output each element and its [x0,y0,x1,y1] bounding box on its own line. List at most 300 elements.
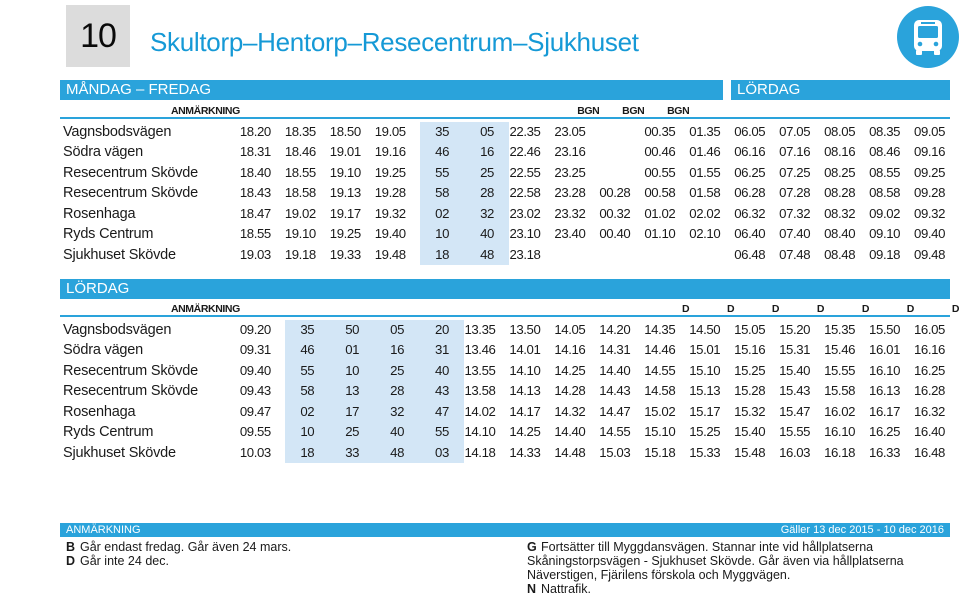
time-cell: 06.25 [734,164,766,180]
time-cell: 00.35 [644,123,676,139]
time-cell: 15.55 [779,424,811,439]
time-cell [644,245,689,266]
time-cell: 08.05 [824,123,856,139]
table-row [63,422,959,443]
time-cell: 48 [465,245,510,266]
time-cell: 14.35 [644,321,676,337]
time-cell: 16.25 [913,362,945,378]
annotation-mark [554,299,599,320]
table-row [63,183,959,204]
time-cell: 09.20 [239,321,271,337]
time-cell: 18.40 [239,164,271,180]
time-cell: 19.28 [374,185,406,200]
time-cell: 19.16 [374,144,406,159]
note-item [66,554,496,568]
time-cell: 50 [330,320,375,341]
table-row [63,402,959,423]
time-cell: 05 [465,122,510,143]
time-cell: 14.33 [509,444,541,460]
table-row [63,320,959,341]
time-cell: 19.33 [329,246,361,262]
time-cell: 31 [420,340,465,361]
annotation-row [63,299,959,320]
saturday-title: LÖRDAG [737,81,801,98]
time-cell: 09.48 [914,246,946,262]
time-cell: 06.05 [734,123,766,139]
time-cell: 09.31 [239,342,271,357]
table-row [63,122,959,143]
time-cell: 09.18 [869,246,901,262]
annotation-mark [285,101,330,122]
annotation-mark [240,299,285,320]
time-cell: 14.46 [644,342,676,357]
annotation-mark [375,299,420,320]
time-cell: 19.01 [329,144,361,159]
time-cell: 14.32 [554,403,586,419]
time-cell: 16.13 [869,383,901,398]
time-cell: 19.10 [284,226,316,241]
time-cell: 08.28 [824,185,856,200]
time-cell: 19.40 [374,226,406,241]
time-cell: 00.46 [644,144,676,159]
stop-name: Södra vägen [63,144,144,160]
time-cell: 22.58 [509,185,541,200]
time-cell: 15.16 [734,342,766,357]
time-cell: 15.10 [644,424,676,439]
time-cell: 55 [420,163,465,184]
time-cell: 16.32 [913,403,945,419]
table-row [63,163,959,184]
time-cell: 46 [285,340,330,361]
time-cell: 15.31 [779,342,811,357]
time-cell: 14.17 [509,403,541,419]
table-row [63,381,959,402]
time-cell: 09.47 [239,403,271,419]
time-cell: 15.55 [824,362,856,378]
time-cell: 17 [330,402,375,423]
time-cell: 14.20 [599,321,631,337]
footer-band [60,523,950,537]
annotation-mark [465,101,510,122]
time-cell: 15.05 [734,321,766,337]
time-cell: 13.50 [509,321,541,337]
time-cell: 02 [420,204,465,225]
time-cell: 14.10 [509,362,541,378]
time-cell: 23.25 [554,164,586,180]
time-cell: 16.40 [913,424,945,439]
time-cell: 23.02 [509,205,541,221]
time-cell: 25 [375,361,420,382]
time-cell: 35 [285,320,330,341]
time-cell: 14.55 [644,362,676,378]
time-cell: 23.05 [554,123,586,139]
time-cell: 25 [465,163,510,184]
time-cell: 23.16 [554,144,586,159]
time-cell: 02.10 [689,226,721,241]
time-cell: 15.33 [689,444,721,460]
annotation-mark: D [771,303,780,315]
time-cell: 15.46 [824,342,856,357]
time-cell: 08.46 [869,144,901,159]
stop-name: Rosenhaga [63,205,136,222]
time-cell: 15.35 [824,321,856,337]
line-number: 10 [80,16,116,55]
time-cell: 14.48 [554,444,586,460]
time-cell: 01.10 [644,226,676,241]
time-cell: 08.48 [824,246,856,262]
time-cell: 08.32 [824,205,856,221]
time-cell: 03 [420,443,465,464]
time-cell: 14.40 [554,424,586,439]
time-cell: 16.10 [869,362,901,378]
time-cell: 05 [375,320,420,341]
time-cell: 16.01 [869,342,901,357]
time-cell: 47 [420,402,465,423]
time-cell: 13.46 [464,342,496,357]
time-cell: 14.18 [464,444,496,460]
time-cell: 18.50 [329,123,361,139]
annotation-mark [375,101,420,122]
annotation-spacer [914,101,959,122]
time-cell: 48 [375,443,420,464]
line-number-box [66,5,130,67]
time-cell: 14.47 [599,403,631,419]
bus-icon [897,6,959,68]
time-cell: 55 [420,422,465,443]
table-row [63,361,959,382]
time-cell: 13.58 [464,383,496,398]
annotation-mark [420,101,465,122]
time-cell: 19.03 [239,246,271,262]
notes-left [66,540,496,568]
time-cell: 19.17 [329,205,361,221]
annotation-mark: D [861,303,870,315]
time-cell: 14.16 [554,342,586,357]
time-cell: 08.25 [824,164,856,180]
time-cell: 15.01 [689,342,721,357]
time-cell: 15.17 [689,403,721,419]
time-cell: 15.50 [869,321,901,337]
time-cell: 16.48 [913,444,945,460]
note-text: Går endast fredag. Går även 24 mars. [80,540,292,554]
time-cell: 40 [420,361,465,382]
time-cell: 25 [330,422,375,443]
time-cell: 15.40 [779,362,811,378]
note-text: Fortsätter till Myggdansvägen. Stannar inte vid hållplatserna Skåningstorpsvägen - Sjukhuset Skövde. Går även via hållplatserna Näverstigen, Fjärilens förskola och Myggvägen. [527,540,904,582]
route-title: Skultorp–Hentorp–Resecentrum–Sjukhuset [150,27,639,57]
time-cell: 19.05 [374,123,406,139]
time-cell: 09.02 [869,205,901,221]
annotation-mark [330,299,375,320]
time-cell: 02 [285,402,330,423]
validity-text: Gäller 13 dec 2015 - 10 dec 2016 [780,524,944,536]
time-cell [554,245,599,266]
time-cell: 14.02 [464,403,496,419]
saturday-section-header [731,80,950,100]
time-cell: 01.58 [689,185,721,200]
time-cell: 06.32 [734,205,766,221]
time-cell: 09.28 [914,185,946,200]
annotation-label: ANMÄRKNING [170,303,240,315]
time-cell: 07.16 [779,144,811,159]
stop-name: Resecentrum Skövde [63,383,199,399]
time-cell: 15.10 [689,362,721,378]
time-cell: 16.02 [824,403,856,419]
note-item [66,540,496,554]
time-cell: 00.40 [599,226,631,241]
time-cell: 15.40 [734,424,766,439]
time-cell: 16.33 [869,444,901,460]
table-row [63,340,959,361]
annotation-mark: BGN [577,105,600,117]
time-cell: 15.48 [734,444,766,460]
time-cell: 22.46 [509,144,541,159]
time-cell: 23.28 [554,185,586,200]
annotation-mark [824,101,869,122]
time-cell: 22.35 [509,123,541,139]
time-cell: 15.13 [689,383,721,398]
time-cell: 07.05 [779,123,811,139]
time-cell: 19.48 [374,246,406,262]
time-cell: 14.50 [689,321,721,337]
weekday-title: MÅNDAG – FREDAG [66,81,212,98]
time-cell: 16.18 [824,444,856,460]
time-cell: 18.20 [239,123,271,139]
time-cell: 07.28 [779,185,811,200]
annotation-mark [689,101,734,122]
annotation-mark: D [682,303,690,315]
table-row [63,224,959,245]
note-code: D [66,554,76,568]
annotation-mark [240,101,285,122]
time-cell: 08.40 [824,226,856,241]
note-item [527,540,955,582]
time-cell: 15.25 [734,362,766,378]
annotation-mark: BGN [622,105,645,117]
time-cell: 16.10 [824,424,856,439]
time-cell: 09.55 [239,424,271,439]
time-cell: 18.58 [284,185,316,200]
time-cell: 32 [375,402,420,423]
note-text: Går inte 24 dec. [80,554,169,568]
time-cell: 14.05 [554,321,586,337]
time-cell: 55 [285,361,330,382]
annotation-mark [285,299,330,320]
time-cell: 01 [330,340,375,361]
stop-name: Sjukhuset Skövde [63,444,176,461]
annotation-mark [509,299,554,320]
time-cell: 13.35 [464,321,496,337]
time-cell: 18.43 [239,185,271,200]
time-cell: 15.03 [599,444,631,460]
time-cell: 18.31 [239,144,271,159]
time-cell: 14.31 [599,342,631,357]
time-cell: 00.58 [644,185,676,200]
time-cell: 01.02 [644,205,676,221]
time-cell: 14.13 [509,383,541,398]
time-cell: 10 [330,361,375,382]
time-cell: 07.32 [779,205,811,221]
table-row [63,443,959,464]
time-cell: 43 [420,381,465,402]
table-row [63,204,959,225]
time-cell: 15.28 [734,383,766,398]
time-cell: 02.02 [689,205,721,221]
time-cell: 58 [285,381,330,402]
time-cell: 22.55 [509,164,541,180]
time-cell: 14.25 [509,424,541,439]
time-cell: 14.58 [644,383,676,398]
annotation-row [63,101,959,122]
annotation-mark [420,299,465,320]
time-cell: 16.25 [869,424,901,439]
time-cell: 16 [465,142,510,163]
time-cell: 19.32 [374,205,406,221]
time-cell: 15.02 [644,403,676,419]
time-cell: 14.28 [554,383,586,398]
time-cell: 18.46 [284,144,316,159]
time-cell: 14.25 [554,362,586,378]
time-cell [599,142,644,163]
time-cell: 01.55 [689,164,721,180]
weekday-section-header [60,80,723,100]
time-cell: 06.16 [734,144,766,159]
note-code: N [527,582,537,596]
time-cell: 23.10 [509,226,541,241]
time-cell: 10.03 [239,444,271,460]
time-cell: 15.18 [644,444,676,460]
time-cell [599,122,644,143]
stop-name: Rosenhaga [63,403,136,420]
saturday-section2-header [60,279,950,299]
time-cell: 10 [420,224,465,245]
time-cell: 23.18 [509,246,541,262]
time-cell: 00.28 [599,185,631,200]
time-cell: 09.40 [239,362,271,378]
annotation-mark: D [816,303,825,315]
time-cell: 13.55 [464,362,496,378]
time-cell: 18.55 [284,164,316,180]
time-cell: 01.35 [689,123,721,139]
time-cell: 09.43 [239,383,271,398]
time-cell: 09.05 [914,123,946,139]
time-cell: 16.05 [913,321,945,337]
time-cell: 15.58 [824,383,856,398]
time-cell: 19.25 [374,164,406,180]
annotation-mark: BGN [667,105,690,117]
weekday-timetable [63,101,959,265]
time-cell: 09.16 [914,144,946,159]
stop-name: Ryds Centrum [63,424,154,440]
time-cell: 15.47 [779,403,811,419]
annotation-mark [599,299,644,320]
time-cell: 06.28 [734,185,766,200]
time-cell: 19.10 [329,164,361,180]
time-cell: 00.55 [644,164,676,180]
time-cell: 18 [285,443,330,464]
time-cell: 23.40 [554,226,586,241]
time-cell: 16 [375,340,420,361]
time-cell [599,163,644,184]
note-code: B [66,540,76,554]
saturday-timetable [63,299,959,463]
time-cell: 16.28 [913,383,945,398]
annotation-mark [509,101,554,122]
stop-name: Ryds Centrum [63,226,154,242]
note-item [527,582,955,596]
time-cell: 19.02 [284,205,316,221]
time-cell: 14.10 [464,424,496,439]
time-cell: 46 [420,142,465,163]
time-cell: 19.25 [329,226,361,241]
time-cell: 01.46 [689,144,721,159]
time-cell: 18.55 [239,226,271,241]
time-cell: 28 [465,183,510,204]
time-cell: 14.01 [509,342,541,357]
time-cell: 09.40 [914,226,946,241]
stop-name: Vagnsbodsvägen [63,123,172,140]
time-cell: 14.55 [599,424,631,439]
time-cell: 19.13 [329,185,361,200]
stop-name: Resecentrum Skövde [63,362,199,379]
time-cell [599,245,644,266]
table-row [63,142,959,163]
time-cell: 08.55 [869,164,901,180]
stop-name: Sjukhuset Skövde [63,246,176,263]
time-cell: 33 [330,443,375,464]
annotation-mark: D [726,303,735,315]
footer-label: ANMÄRKNING [66,524,141,536]
notes-right [527,540,955,596]
time-cell: 18.35 [284,123,316,139]
time-cell: 07.40 [779,226,811,241]
time-cell: 18 [420,245,465,266]
annotation-mark: D [906,303,914,315]
time-cell: 14.43 [599,383,631,398]
time-cell: 08.16 [824,144,856,159]
annotation-mark [869,101,914,122]
time-cell: 09.25 [914,164,946,180]
annotation-mark [779,101,824,122]
time-cell: 06.48 [734,246,766,262]
time-cell: 00.32 [599,205,631,221]
time-cell: 08.58 [869,185,901,200]
time-cell: 23.32 [554,205,586,221]
time-cell: 35 [420,122,465,143]
time-cell: 07.25 [779,164,811,180]
time-cell: 15.32 [734,403,766,419]
time-cell: 10 [285,422,330,443]
time-cell: 20 [420,320,465,341]
time-cell: 14.40 [599,362,631,378]
table-row [63,245,959,266]
time-cell: 16.17 [869,403,901,419]
time-cell: 28 [375,381,420,402]
annotation-mark [464,299,509,320]
note-text: Nattrafik. [541,582,592,596]
saturday2-title: LÖRDAG [66,280,130,297]
time-cell: 08.35 [869,123,901,139]
time-cell: 15.20 [779,321,811,337]
time-cell: 15.25 [689,424,721,439]
annotation-mark [734,101,779,122]
time-cell: 18.47 [239,205,271,221]
time-cell: 32 [465,204,510,225]
time-cell: 58 [420,183,465,204]
time-cell: 40 [375,422,420,443]
stop-name: Resecentrum Skövde [63,164,199,181]
time-cell [689,245,734,266]
